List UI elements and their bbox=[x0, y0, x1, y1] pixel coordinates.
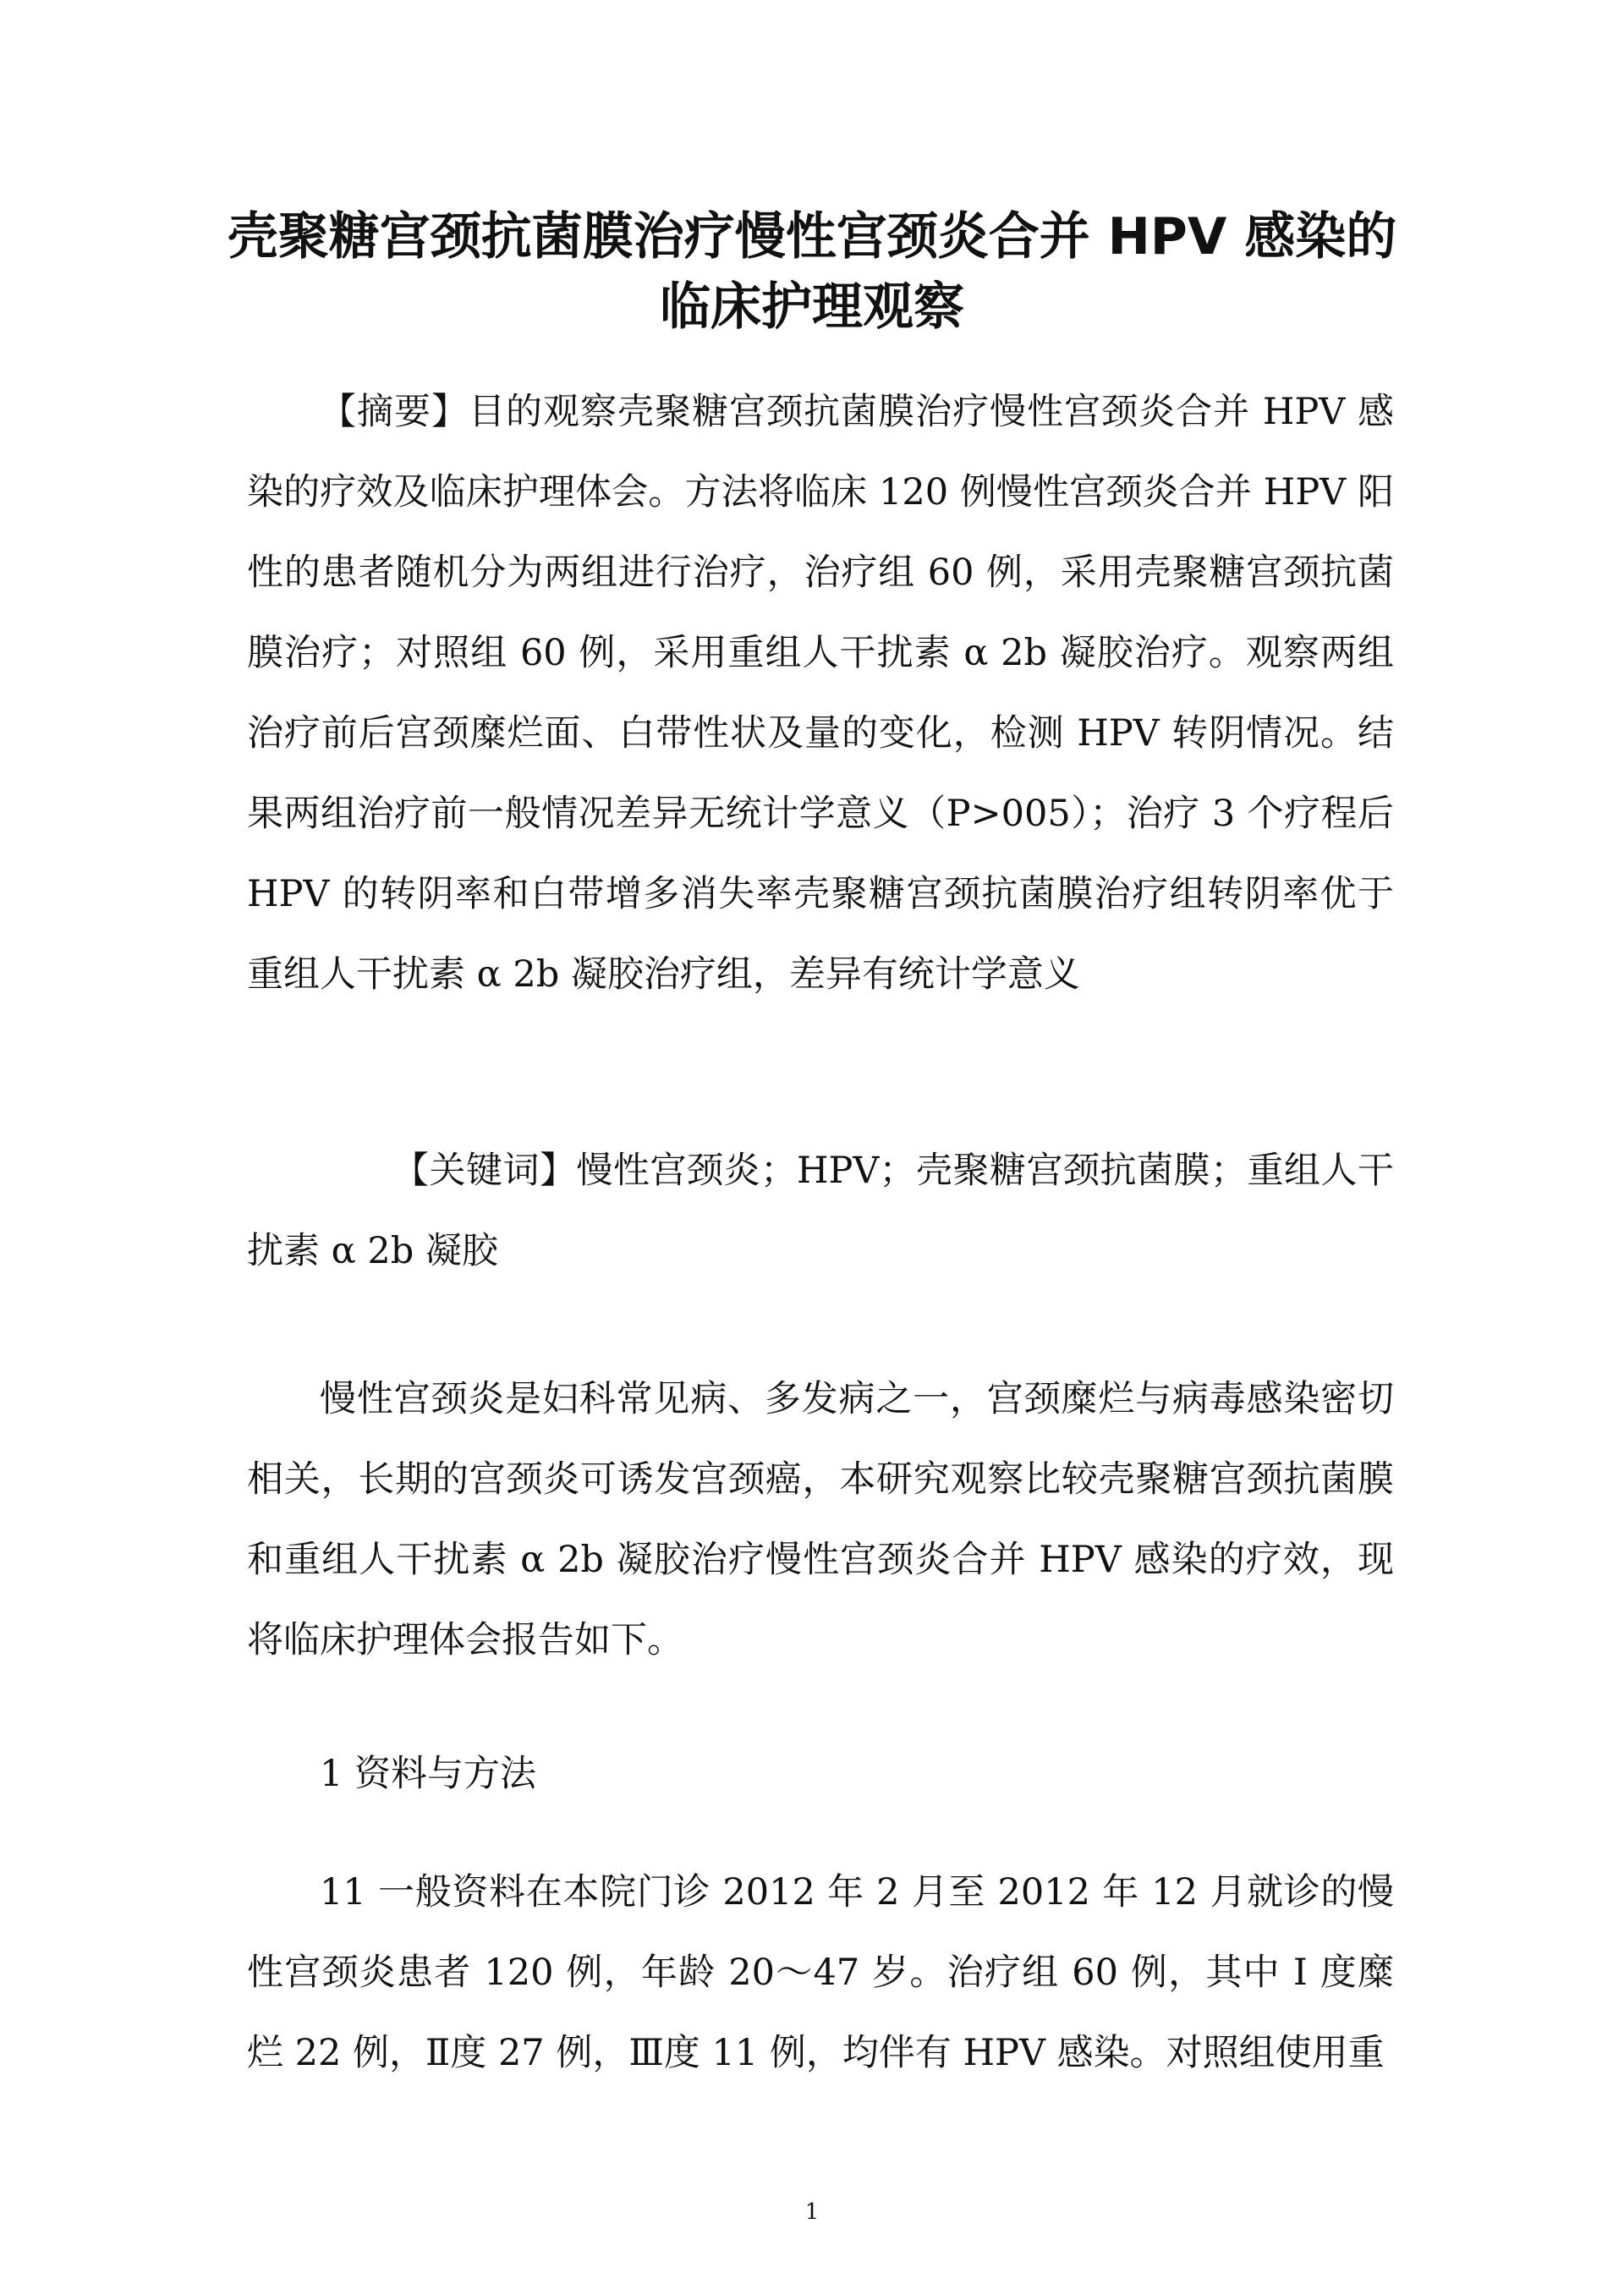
section-heading: 1 资料与方法 bbox=[320, 1753, 537, 1795]
keywords-paragraph: 【关键词】慢性宫颈炎；HPV；壳聚糖宫颈抗菌膜；重组人干扰素 α 2b 凝胶 bbox=[247, 1150, 1394, 1272]
page-number: 1 bbox=[804, 2199, 820, 2225]
intro-paragraph: 慢性宫颈炎是妇科常见病、多发病之一，宫颈糜烂与病毒感染密切相关，长期的宫颈炎可诱发宫颈癌，本研究观察比较壳聚糖宫颈抗菌膜和重组人干扰素 α 2b 凝胶治疗慢性宫颈炎合并 HPV 感染的疗效，现将临床护理体会报告如下。 bbox=[247, 1378, 1394, 1661]
title-line-1: 壳聚糖宫颈抗菌膜治疗慢性宫颈炎合并 HPV 感染的 bbox=[227, 207, 1397, 266]
title-line-2: 临床护理观察 bbox=[660, 277, 964, 337]
abstract-paragraph: 【摘要】目的观察壳聚糖宫颈抗菌膜治疗慢性宫颈炎合并 HPV 感染的疗效及临床护理体会。方法将临床 120 例慢性宫颈炎合并 HPV 阳性的患者随机分为两组进行治疗，治疗组 60 例，采用壳聚糖宫颈抗菌膜治疗；对照组 60 例，采用重组人干扰素 α 2b 凝胶治疗。观察两组治疗前后宫颈糜烂面、白带性状及量的变化，检测 HPV 转阴情况。结果两组治疗前一般情况差异无统计学意义（P>005）；治疗 3 个疗程后 HPV 的转阴率和白带增多消失率壳聚糖宫颈抗菌膜治疗组转阴率优于重组人干扰素 α 2b 凝胶治疗组，差异有统计学意义 bbox=[247, 391, 1394, 996]
general-data-paragraph: 11 一般资料在本院门诊 2012 年 2 月至 2012 年 12 月就诊的慢性宫颈炎患者 120 例，年龄 20～47 岁。治疗组 60 例，其中 I 度糜烂 22 例，Ⅱ度 27 例，Ⅲ度 11 例，均伴有 HPV 感染。对照组使用重 bbox=[247, 1871, 1394, 2074]
